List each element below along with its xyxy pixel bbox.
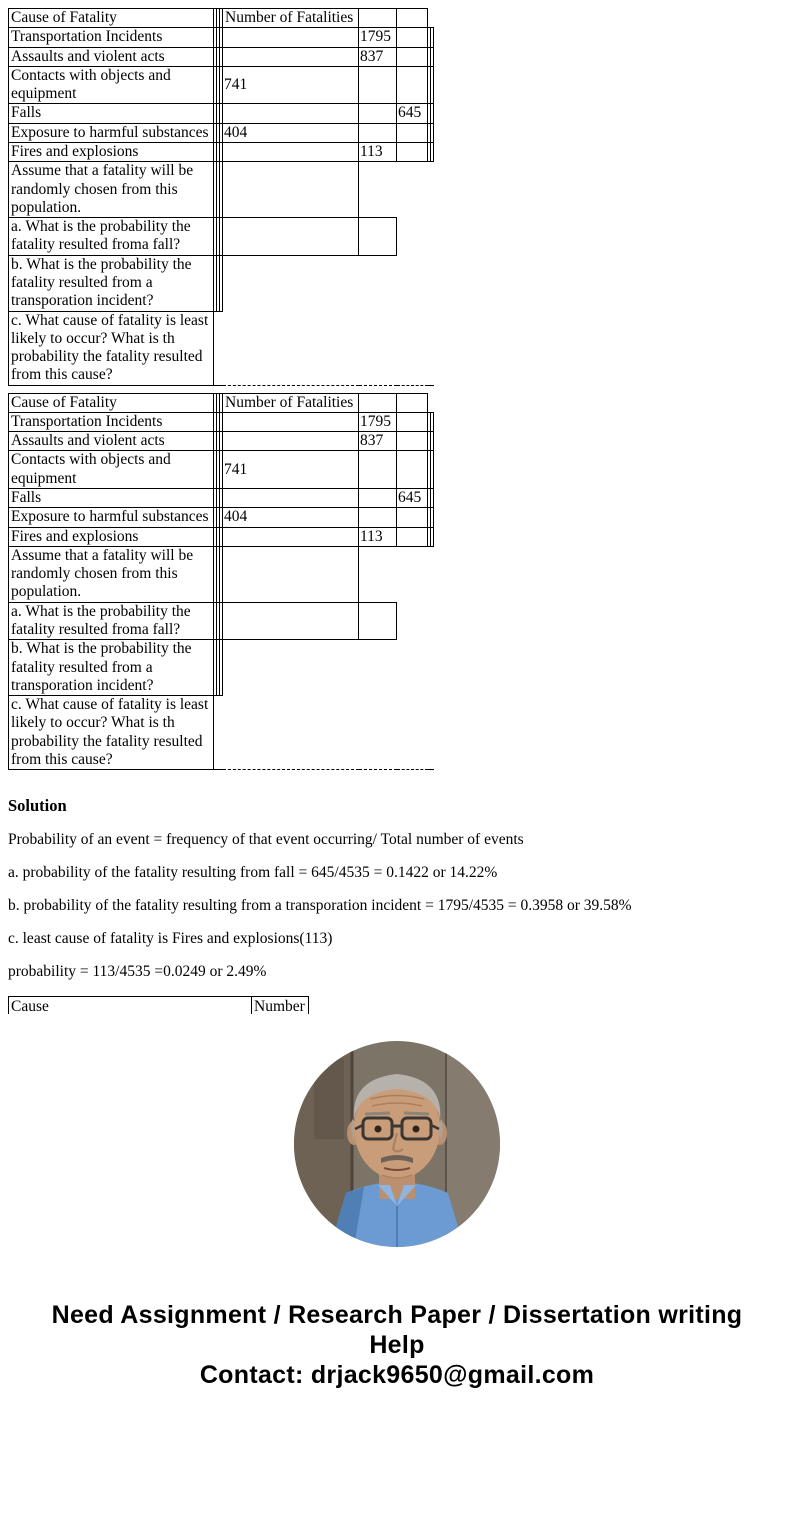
blank-area: [397, 696, 428, 770]
blank-area: [359, 311, 397, 385]
table-row: [9, 489, 434, 508]
cause-cell: Falls: [9, 104, 214, 123]
empty-cell: [359, 9, 397, 28]
value-cell: 113: [359, 527, 397, 546]
question-cell: a. What is the probability the fatality resulted froma fall?: [9, 218, 214, 256]
cause-cell: Exposure to harmful substances: [9, 123, 214, 142]
partial-header-number: Number: [252, 997, 309, 1015]
value-cell: 837: [359, 47, 397, 66]
value-cell: [359, 489, 397, 508]
blank-area: [359, 162, 397, 218]
blank-area: [397, 255, 428, 311]
spacer-cell: [431, 104, 434, 123]
cause-cell: Transportation Incidents: [9, 28, 214, 47]
blank-area: [431, 311, 434, 385]
spacer-cell: [431, 412, 434, 431]
value-cell: [397, 412, 428, 431]
blank-area: [397, 218, 428, 256]
cause-cell: Contacts with objects and equipment: [9, 451, 214, 489]
table-row: [9, 451, 434, 489]
tutor-photo: [294, 1041, 500, 1247]
wide-value-cell: [223, 28, 359, 47]
footer-help-text: Need Assignment / Research Paper / Dissertation writing Help: [51, 1301, 743, 1360]
value-cell: 645: [397, 489, 428, 508]
blank-area: [223, 696, 359, 770]
value-cell: [397, 142, 428, 161]
cause-cell: Transportation Incidents: [9, 412, 214, 431]
spacer-cell: [431, 432, 434, 451]
header-cause: Cause of Fatality: [9, 393, 214, 412]
value-cell: [397, 432, 428, 451]
spacer-cell: [431, 451, 434, 489]
value-cell: 837: [359, 432, 397, 451]
spacer-cell: [431, 28, 434, 47]
value-cell: [397, 527, 428, 546]
blank-area: [431, 546, 434, 602]
spacer-cell: [431, 393, 434, 412]
value-cell: [397, 451, 428, 489]
value-cell: [397, 508, 428, 527]
spacer-cell: [431, 9, 434, 28]
table-row: [9, 66, 434, 104]
header-cause: Cause of Fatality: [9, 9, 214, 28]
solution-line: a. probability of the fatality resulting from fall = 645/4535 = 0.1422 or 14.22%: [8, 864, 498, 882]
wide-value-cell: [223, 142, 359, 161]
blank-area: [223, 640, 359, 696]
header-number: Number of Fatalities: [223, 9, 359, 28]
empty-cell: [397, 393, 428, 412]
partial-header-row: [9, 997, 309, 1015]
answer-box: [223, 162, 359, 218]
value-cell: [359, 508, 397, 527]
footer-contact-email: Contact: drjack9650@gmail.com: [199, 1361, 595, 1390]
cause-cell: Fires and explosions: [9, 142, 214, 161]
blank-area: [223, 311, 359, 385]
cause-cell: Falls: [9, 489, 214, 508]
photo-section: [8, 1041, 786, 1252]
question-row: [9, 255, 434, 311]
value-cell: 1795: [359, 28, 397, 47]
blank-area: [431, 696, 434, 770]
question-cell: Assume that a fatality will be randomly chosen from this population.: [9, 546, 214, 602]
blank-area: [397, 546, 428, 602]
table-row: [9, 104, 434, 123]
wide-value-cell: [223, 432, 359, 451]
question-cell: a. What is the probability the fatality resulted froma fall?: [9, 602, 214, 640]
cause-cell: Exposure to harmful substances: [9, 508, 214, 527]
wide-value-cell: [223, 104, 359, 123]
partial-table-clipped: [8, 996, 786, 1014]
wide-value-cell: 404: [223, 508, 359, 527]
wide-value-cell: [223, 489, 359, 508]
spacer-cell: [431, 142, 434, 161]
cause-cell: Contacts with objects and equipment: [9, 66, 214, 104]
value-cell: 645: [397, 104, 428, 123]
solution-heading: Solution: [8, 796, 67, 816]
fatality-table: [8, 393, 434, 771]
blank-area: [223, 255, 359, 311]
spacer-cell: [431, 123, 434, 142]
spacer-cell: [431, 508, 434, 527]
blank-area: [431, 162, 434, 218]
spacer-cell: [431, 47, 434, 66]
value-cell: [397, 66, 428, 104]
wide-value-cell: 741: [223, 66, 359, 104]
answer-box: [359, 218, 397, 256]
table-row: [9, 527, 434, 546]
table-row: [9, 142, 434, 161]
answer-box: [223, 218, 359, 256]
empty-cell: [397, 9, 428, 28]
partial-table: [8, 996, 309, 1014]
question-row: [9, 311, 434, 385]
fatality-table: [8, 8, 434, 386]
table-row: [9, 432, 434, 451]
solution-line: probability = 113/4535 =0.0249 or 2.49%: [8, 963, 267, 981]
question-cell: b. What is the probability the fatality resulted from a transporation incident?: [9, 640, 214, 696]
table-row: [9, 123, 434, 142]
blank-area: [359, 640, 397, 696]
solution-line: Probability of an event = frequency of that event occurring/ Total number of events: [8, 831, 524, 849]
value-cell: [397, 28, 428, 47]
table-row: [9, 47, 434, 66]
blank-area: [431, 602, 434, 640]
blank-area: [359, 546, 397, 602]
value-cell: 113: [359, 142, 397, 161]
cause-cell: Assaults and violent acts: [9, 47, 214, 66]
answer-box: [359, 602, 397, 640]
value-cell: [397, 123, 428, 142]
blank-area: [431, 255, 434, 311]
question-cell: Assume that a fatality will be randomly chosen from this population.: [9, 162, 214, 218]
value-cell: [359, 104, 397, 123]
value-cell: [359, 123, 397, 142]
blank-area: [359, 696, 397, 770]
solution-line: c. least cause of fatality is Fires and explosions(113): [8, 930, 333, 948]
fatality-table-block-2: [8, 393, 786, 771]
value-cell: 1795: [359, 412, 397, 431]
blank-area: [431, 218, 434, 256]
header-number: Number of Fatalities: [223, 393, 359, 412]
blank-area: [397, 311, 428, 385]
empty-cell: [359, 393, 397, 412]
value-cell: [359, 451, 397, 489]
question-row: [9, 640, 434, 696]
partial-header-cause: Cause: [9, 997, 252, 1015]
wide-value-cell: [223, 47, 359, 66]
question-cell: c. What cause of fatality is least likely to occur? What is th probability the fatality resulted from this cause?: [9, 311, 214, 385]
value-cell: [397, 47, 428, 66]
question-row: [9, 162, 434, 218]
spacer-cell: [431, 489, 434, 508]
header-row: [9, 9, 434, 28]
table-row: [9, 412, 434, 431]
value-cell: [359, 66, 397, 104]
blank-area: [397, 640, 428, 696]
wide-value-cell: 404: [223, 123, 359, 142]
question-row: [9, 696, 434, 770]
spacer-cell: [431, 66, 434, 104]
question-cell: c. What cause of fatality is least likely to occur? What is th probability the fatality resulted from this cause?: [9, 696, 214, 770]
solution-line: b. probability of the fatality resulting from a transporation incident = 1795/4535 = 0.3958 or 39.58%: [8, 897, 632, 915]
cause-cell: Assaults and violent acts: [9, 432, 214, 451]
spacer-cell: [431, 527, 434, 546]
footer-banner: [27, 1300, 767, 1390]
question-cell: b. What is the probability the fatality resulted from a transporation incident?: [9, 255, 214, 311]
question-row: [9, 218, 434, 256]
blank-area: [397, 602, 428, 640]
blank-area: [359, 255, 397, 311]
blank-area: [397, 162, 428, 218]
table-row: [9, 508, 434, 527]
cause-cell: Fires and explosions: [9, 527, 214, 546]
header-row: [9, 393, 434, 412]
fatality-table-block-1: [8, 8, 786, 386]
wide-value-cell: [223, 412, 359, 431]
table-row: [9, 28, 434, 47]
question-row: [9, 602, 434, 640]
wide-value-cell: 741: [223, 451, 359, 489]
answer-box: [223, 546, 359, 602]
wide-value-cell: [223, 527, 359, 546]
answer-box: [223, 602, 359, 640]
blank-area: [431, 640, 434, 696]
question-row: [9, 546, 434, 602]
